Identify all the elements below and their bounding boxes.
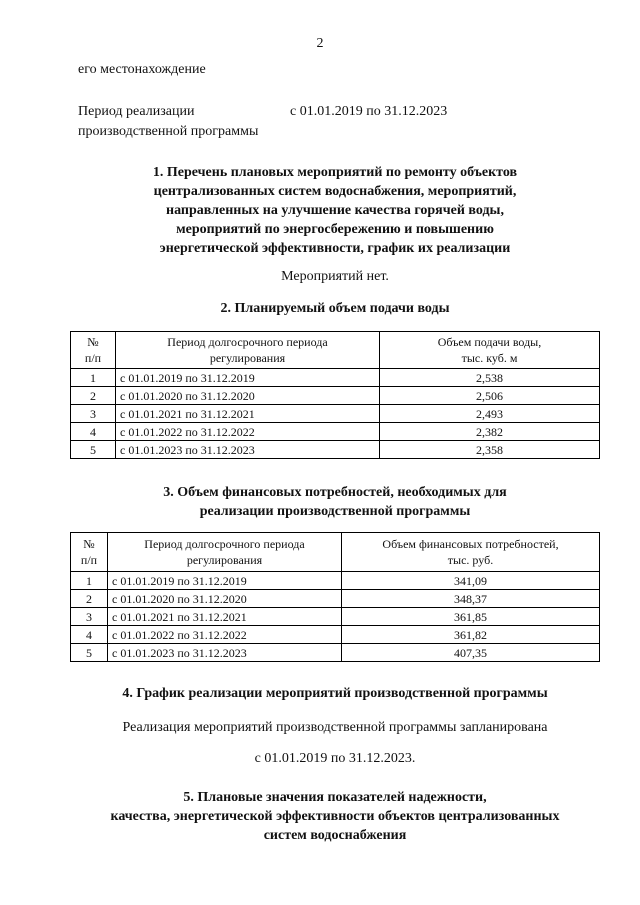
section1-heading-line: энергетической эффективности, график их реализации [159, 241, 511, 256]
section1-heading-line: мероприятий по энергосбережению и повышению [176, 222, 494, 237]
section5-heading-line: систем водоснабжения [263, 828, 407, 843]
table-row [71, 405, 600, 423]
cell-period: с 01.01.2020 по 31.12.2020 [108, 590, 342, 608]
cell-value: 361,82 [342, 626, 600, 644]
period-label-line2: производственной программы [78, 124, 259, 139]
cell-value: 407,35 [342, 644, 600, 662]
table-row [71, 644, 600, 662]
page-number: 2 [316, 36, 324, 51]
header-line: п/п [84, 351, 102, 365]
col-header-period [116, 332, 380, 369]
cell-value: 361,85 [342, 608, 600, 626]
header-line: Период долгосрочного периода [167, 335, 328, 349]
financial-needs-table [70, 532, 600, 662]
section5-heading [70, 788, 600, 845]
table-header-row [71, 533, 600, 572]
cell-value: 348,37 [342, 590, 600, 608]
section1-heading-line: централизованных систем водоснабжения, мероприятий, [153, 184, 517, 199]
header-line: Период долгосрочного периода [144, 537, 305, 551]
section3-heading-line: 3. Объем финансовых потребностей, необходимых для [163, 485, 507, 500]
cell-number: 4 [71, 626, 108, 644]
cell-value: 2,538 [380, 369, 600, 387]
section1-heading [70, 163, 600, 258]
cell-period: с 01.01.2019 по 31.12.2019 [108, 572, 342, 590]
header-line: регулирования [209, 351, 286, 365]
table-row [71, 608, 600, 626]
cell-period: с 01.01.2022 по 31.12.2022 [116, 423, 380, 441]
cell-value: 341,09 [342, 572, 600, 590]
cell-value: 2,506 [380, 387, 600, 405]
section1-heading-line: 1. Перечень плановых мероприятий по ремонту объектов [152, 165, 518, 180]
cell-value: 2,358 [380, 441, 600, 459]
table-row [71, 572, 600, 590]
table-header-row [71, 332, 600, 369]
cell-value: 2,382 [380, 423, 600, 441]
col-header-number [71, 533, 108, 572]
section3-heading-line: реализации производственной программы [199, 504, 471, 519]
cell-number: 3 [71, 405, 116, 423]
table-row [71, 441, 600, 459]
cell-period: с 01.01.2023 по 31.12.2023 [108, 644, 342, 662]
section4-text-line2: с 01.01.2019 по 31.12.2023. [254, 751, 416, 766]
period-value: с 01.01.2019 по 31.12.2023 [290, 104, 448, 119]
section4-heading: 4. График реализации мероприятий производственной программы [122, 686, 548, 701]
section2-heading: 2. Планируемый объем подачи воды [220, 301, 450, 316]
cell-number: 2 [71, 590, 108, 608]
cell-value: 2,493 [380, 405, 600, 423]
cell-number: 2 [71, 387, 116, 405]
section1-text: Мероприятий нет. [281, 269, 389, 284]
section3-heading [70, 483, 600, 521]
cell-period: с 01.01.2021 по 31.12.2021 [116, 405, 380, 423]
col-header-number [71, 332, 116, 369]
table-row [71, 369, 600, 387]
cell-number: 1 [71, 369, 116, 387]
col-header-finance [342, 533, 600, 572]
header-line: тыс. куб. м [461, 351, 518, 365]
cell-period: с 01.01.2019 по 31.12.2019 [116, 369, 380, 387]
header-line: Объем подачи воды, [437, 335, 542, 349]
period-label-line1: Период реализации [78, 104, 195, 119]
cell-number: 4 [71, 423, 116, 441]
header-line: № [83, 537, 95, 551]
section1-heading-line: направленных на улучшение качества горячей воды, [166, 203, 504, 218]
location-line: его местонахождение [78, 62, 206, 77]
water-volume-table [70, 331, 600, 459]
col-header-volume [380, 332, 600, 369]
cell-period: с 01.01.2023 по 31.12.2023 [116, 441, 380, 459]
cell-number: 3 [71, 608, 108, 626]
section5-heading-line: качества, энергетической эффективности объектов централизованных [110, 809, 560, 824]
table-row [71, 590, 600, 608]
section5-heading-line: 5. Плановые значения показателей надежности, [183, 790, 487, 805]
table-row [71, 626, 600, 644]
header-line: регулирования [186, 553, 263, 567]
cell-period: с 01.01.2020 по 31.12.2020 [116, 387, 380, 405]
header-line: тыс. руб. [447, 553, 494, 567]
header-line: Объем финансовых потребностей, [382, 537, 559, 551]
cell-number: 5 [71, 644, 108, 662]
cell-number: 5 [71, 441, 116, 459]
col-header-period [108, 533, 342, 572]
header-line: п/п [80, 553, 98, 567]
table-row [71, 387, 600, 405]
table-row [71, 423, 600, 441]
cell-number: 1 [71, 572, 108, 590]
header-line: № [87, 335, 99, 349]
section4-text-line1: Реализация мероприятий производственной программы запланирована [122, 720, 548, 735]
cell-period: с 01.01.2021 по 31.12.2021 [108, 608, 342, 626]
cell-period: с 01.01.2022 по 31.12.2022 [108, 626, 342, 644]
